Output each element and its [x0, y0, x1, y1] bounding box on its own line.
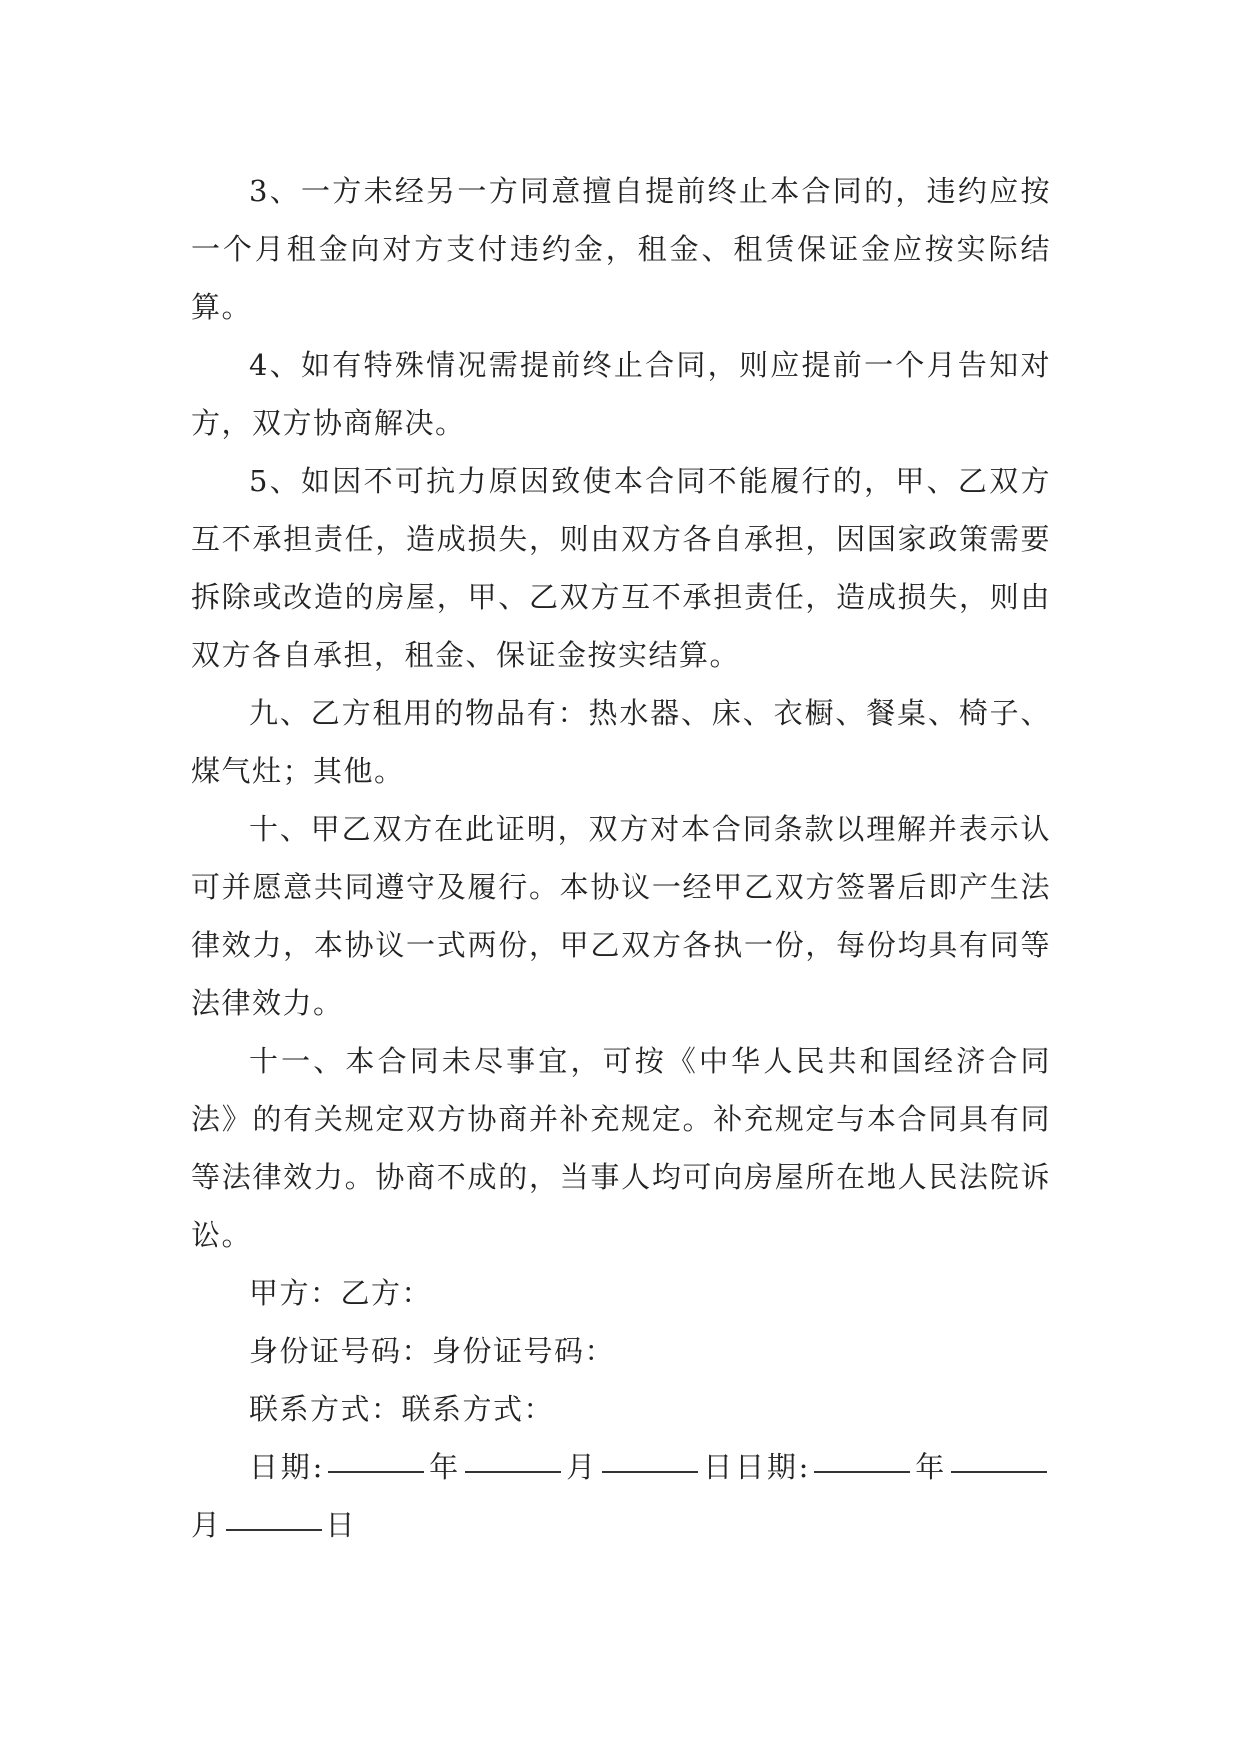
day-unit-second: 日 [325, 1508, 357, 1542]
clause-10: 十、甲乙双方在此证明，双方对本合同条款以理解并表示认可并愿意共同遵守及履行。本协议一经甲乙双方签署后即产生法律效力，本协议一式两份，甲乙双方各执一份，每份均具有同等法律效力。 [191, 812, 1051, 1020]
clause-9: 九、乙方租用的物品有：热水器、床、衣橱、餐桌、椅子、煤气灶；其他。 [191, 696, 1051, 788]
year-blank-first [328, 1470, 424, 1473]
day-unit-first: 日 [702, 1450, 736, 1484]
signature-id-numbers: 身份证号码：身份证号码： [249, 1334, 616, 1368]
month-unit-second: 月 [191, 1508, 222, 1542]
month-blank-first [465, 1470, 561, 1473]
month-unit-first: 月 [564, 1450, 598, 1484]
day-blank-first [602, 1470, 698, 1473]
day-blank-second [226, 1528, 322, 1531]
clause-3: 3、一方未经另一方同意擅自提前终止本合同的，违约应按一个月租金向对方支付违约金，租金、租赁保证金应按实际结算。 [191, 174, 1051, 324]
contract-body [191, 162, 1051, 1554]
clause-4: 4、如有特殊情况需提前终止合同，则应提前一个月告知对方，双方协商解决。 [191, 348, 1051, 440]
date-label-second: 日期: [735, 1450, 810, 1484]
year-unit-second: 年 [913, 1450, 947, 1484]
signature-dates [191, 1438, 1051, 1554]
clause-11: 十一、本合同未尽事宜，可按《中华人民共和国经济合同法》的有关规定双方协商并补充规定。补充规定与本合同具有同等法律效力。协商不成的，当事人均可向房屋所在地人民法院诉讼。 [191, 1044, 1051, 1252]
year-blank-second [814, 1470, 910, 1473]
signature-contacts: 联系方式：联系方式： [249, 1392, 555, 1426]
month-blank-second [951, 1470, 1047, 1473]
clause-5: 5、如因不可抗力原因致使本合同不能履行的，甲、乙双方互不承担责任，造成损失，则由双方各自承担，因国家政策需要拆除或改造的房屋，甲、乙双方互不承担责任，造成损失，则由双方各自承担，租金、保证金按实结算。 [191, 464, 1051, 672]
year-unit-first: 年 [427, 1450, 461, 1484]
date-label-first: 日期: [249, 1450, 324, 1484]
signature-parties: 甲方：乙方： [249, 1276, 433, 1310]
